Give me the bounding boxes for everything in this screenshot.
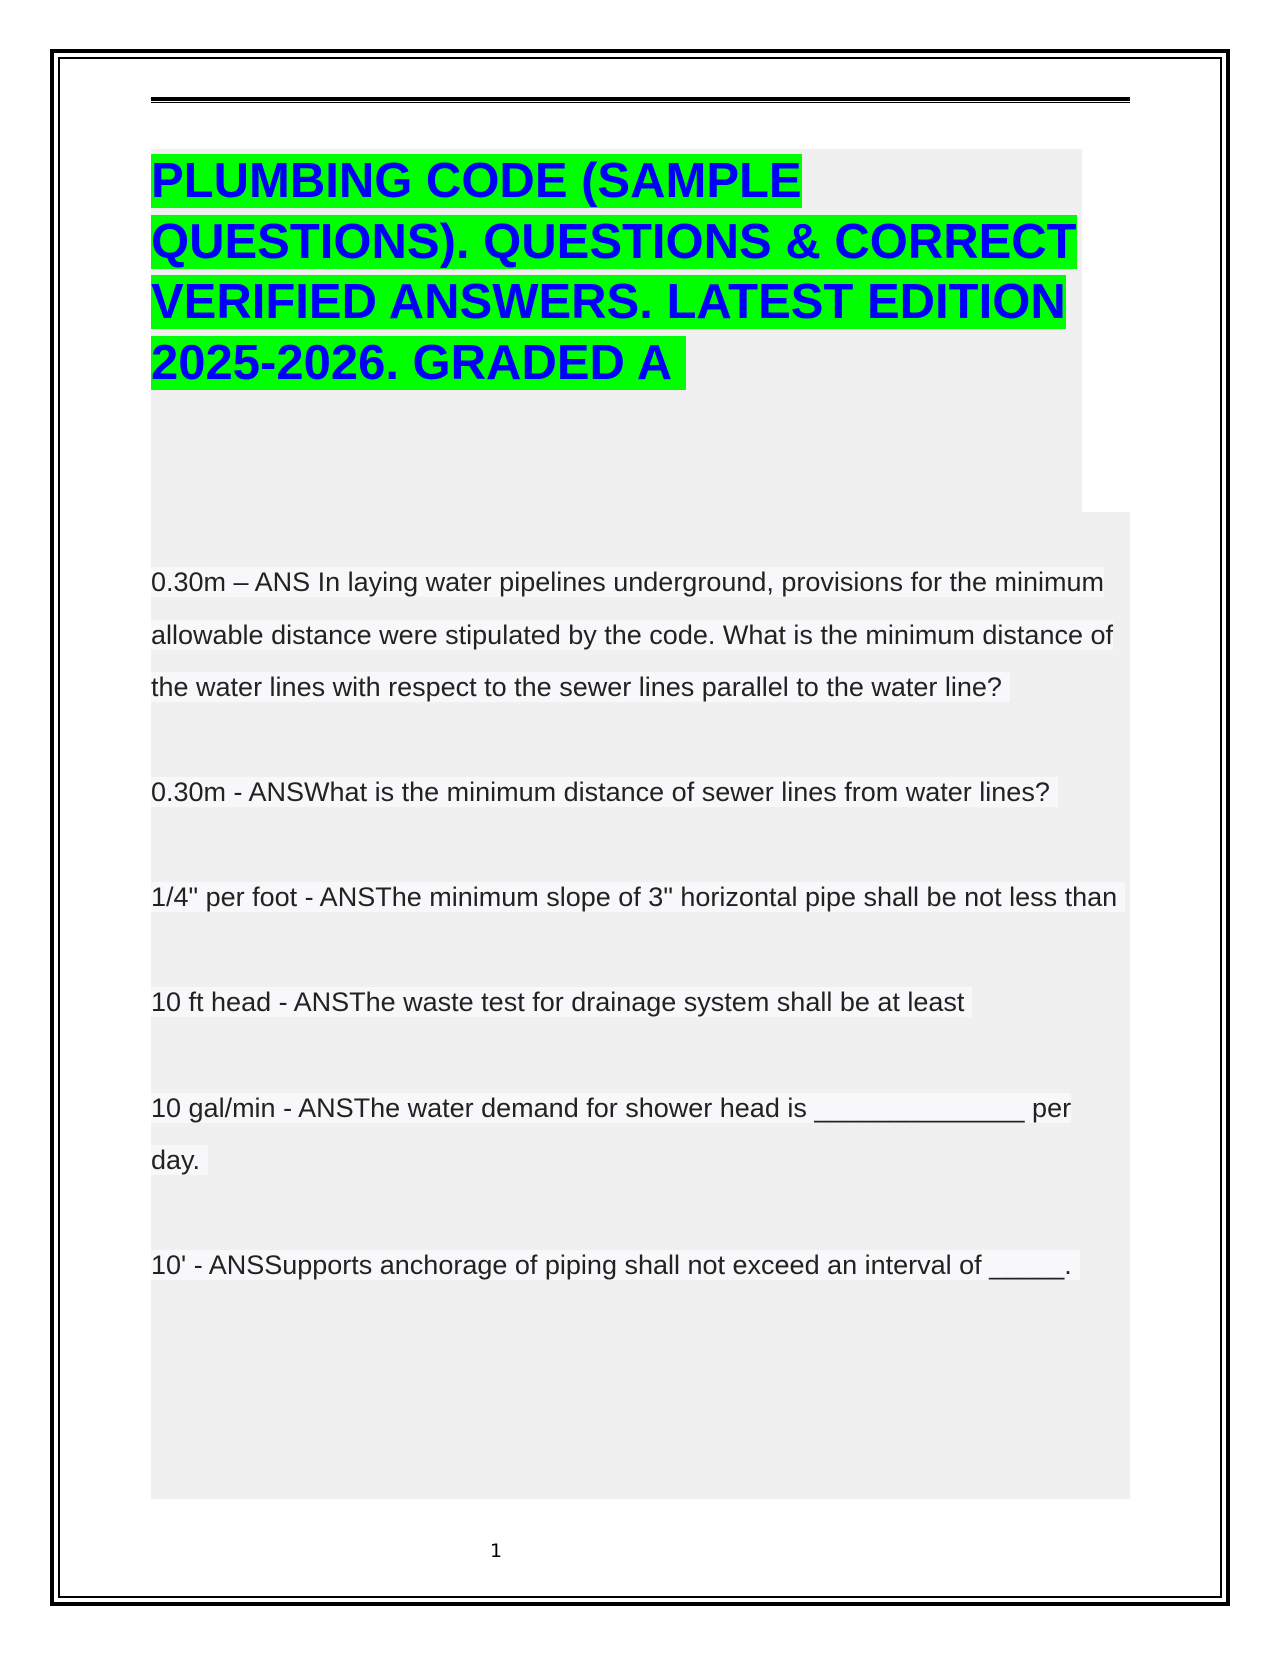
- qa-item-text: 10 ft head - ANSThe waste test for drainage system shall be at least: [151, 987, 972, 1017]
- page-number: 1: [490, 1540, 503, 1562]
- qa-item-text: 10 gal/min - ANSThe water demand for shower head is ______________ per day.: [151, 1092, 1072, 1176]
- qa-item-text: 10' - ANSSupports anchorage of piping shall not exceed an interval of _____.: [151, 1250, 1080, 1280]
- document-title: [151, 151, 1091, 393]
- qa-item: [151, 871, 1126, 924]
- document-title-text: PLUMBING CODE (SAMPLE QUESTIONS). QUESTIONS & CORRECT VERIFIED ANSWERS. LATEST EDITION 2025-2026. GRADED A: [151, 154, 1077, 390]
- qa-item-text: 0.30m - ANSWhat is the minimum distance of sewer lines from water lines?: [151, 777, 1058, 807]
- qa-item: [151, 556, 1126, 714]
- qa-item: [151, 1082, 1126, 1187]
- qa-item: [151, 1239, 1126, 1292]
- qa-item: [151, 766, 1126, 819]
- qa-list: [151, 556, 1126, 1344]
- qa-item-text: 0.30m – ANS In laying water pipelines underground, provisions for the minimum allowable distance were stipulated by the code. What is the minimum distance of the water lines with respect to the sewer lines parallel to the water line?: [151, 567, 1113, 703]
- qa-item-text: 1/4" per foot - ANSThe minimum slope of 3" horizontal pipe shall be not less than: [151, 882, 1125, 912]
- qa-item: [151, 976, 1126, 1029]
- header-rule: [151, 97, 1130, 103]
